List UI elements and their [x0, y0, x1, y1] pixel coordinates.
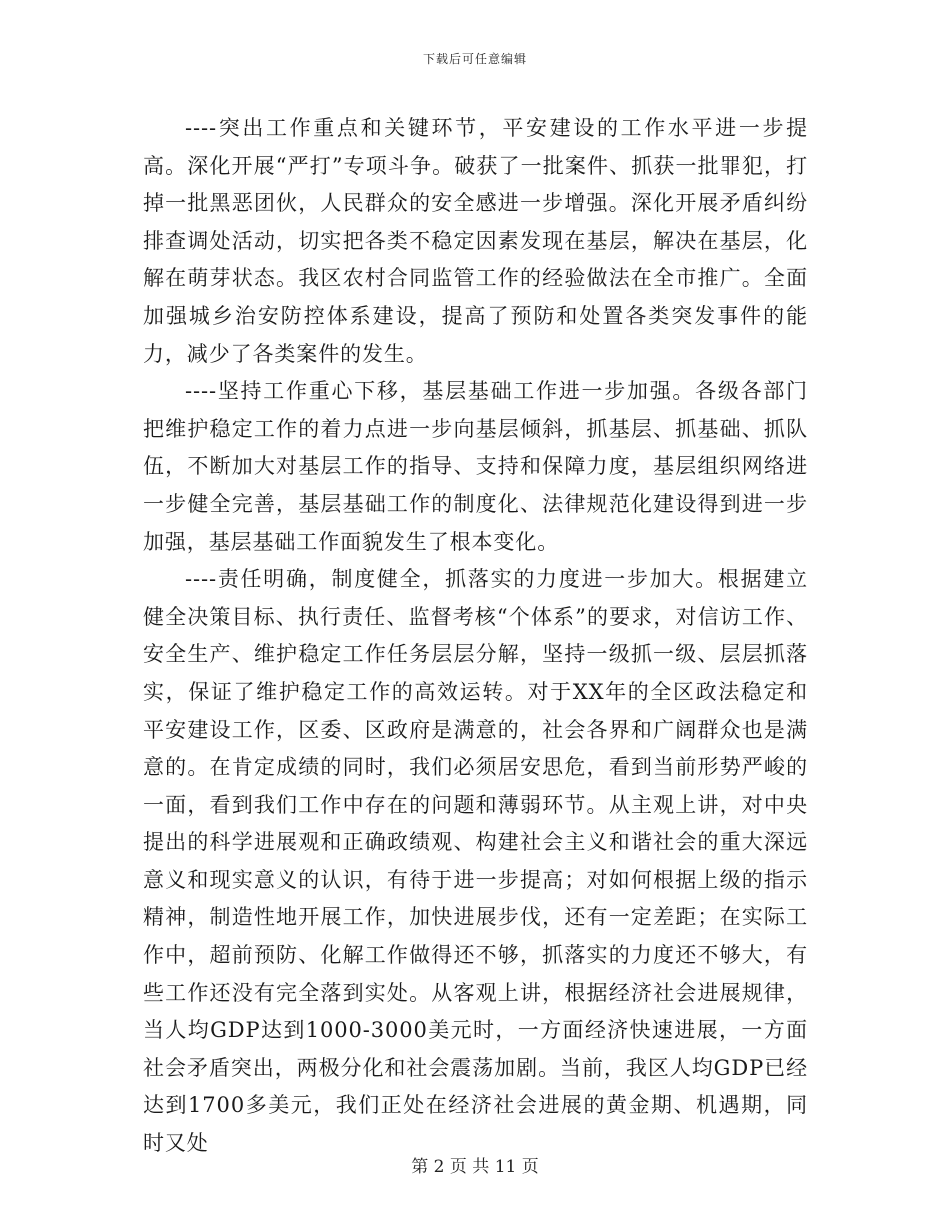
paragraph-3: ----责任明确，制度健全，抓落实的力度进一步加大。根据建立健全决策目标、执行责任、监督考核“个体系”的要求，对信访工作、安全生产、维护稳定工作任务层层分解，坚持一级抓一级、层层抓落实，保证了维护稳定工作的高效运转。对于XX年的全区政法稳定和平安建设工作，区委、区政府是满意的，社会各界和广阔群众也是满意的。在肯定成绩的同时，我们必须居安思危，看到当前形势严峻的一面，看到我们工作中存在的问题和薄弱环节。从主观上讲，对中央提出的科学进展观和正确政绩观、构建社会主义和谐社会的重大深远意义和现实意义的认识，有待于进一步提高；对如何根据上级的指示精神，制造性地开展工作，加快进展步伐，还有一定差距；在实际工作中，超前预防、化解工作做得还不够，抓落实的力度还不够大，有些工作还没有完全落到实处。从客观上讲，根据经济社会进展规律，当人均GDP达到1000-3000美元时，一方面经济快速进展，一方面社会矛盾突出，两极分化和社会震荡加剧。当前，我区人均GDP已经达到1700多美元，我们正处在经济社会进展的黄金期、机遇期，同时又处	[143, 567, 808, 1156]
document-body	[143, 110, 808, 1163]
paragraph-1: ----突出工作重点和关键环节，平安建设的工作水平进一步提高。深化开展“严打”专项斗争。破获了一批案件、抓获一批罪犯，打掉一批黑恶团伙，人民群众的安全感进一步增强。深化开展矛盾纠纷排查调处活动，切实把各类不稳定因素发现在基层，解决在基层，化解在萌芽状态。我区农村合同监管工作的经验做法在全市推广。全面加强城乡治安防控体系建设，提高了预防和处置各类突发事件的能力，减少了各类案件的发生。	[143, 116, 808, 366]
page-number: 第 2 页 共 11 页	[411, 1157, 539, 1177]
page-footer	[0, 1152, 950, 1177]
page-header: 下载后可任意编辑	[422, 52, 527, 66]
paragraph-2: ----坚持工作重心下移，基层基础工作进一步加强。各级各部门把维护稳定工作的着力点进一步向基层倾斜，抓基层、抓基础、抓队伍，不断加大对基层工作的指导、支持和保障力度，基层组织网络进一步健全完善，基层基础工作的制度化、法律规范化建设得到进一步加强，基层基础工作面貌发生了根本变化。	[143, 379, 808, 554]
